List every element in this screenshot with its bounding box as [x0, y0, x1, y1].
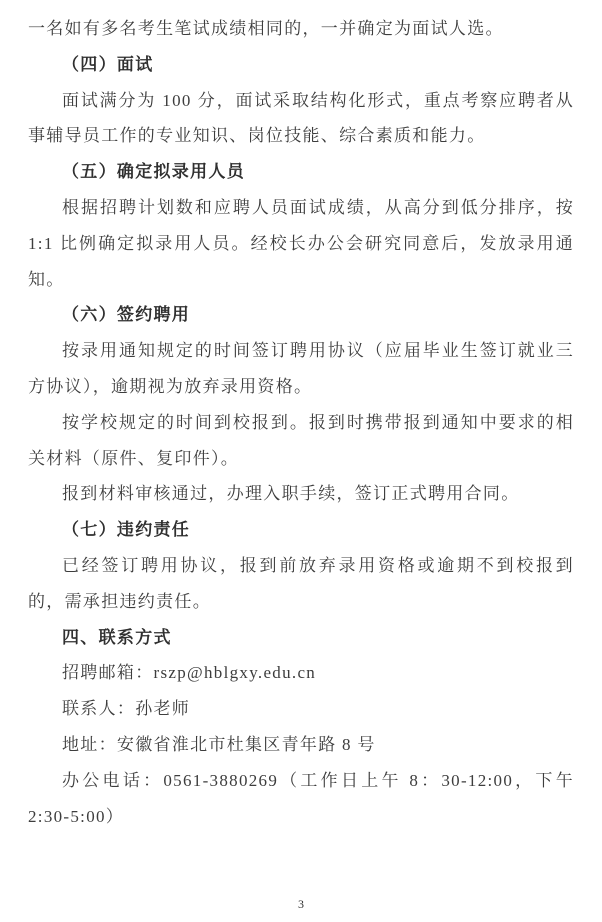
paragraph-contact-person: 联系人：孙老师: [62, 699, 191, 719]
paragraph-contact-phone: 办公电话：0561-3880269（工作日上午 8：30-12:00，下午 2:30-5:00）: [28, 770, 574, 826]
section-heading-contract: （六）签约聘用: [62, 305, 191, 325]
paragraph-contact-address: 地址：安徽省淮北市杜集区青年路 8 号: [62, 734, 376, 754]
section-heading-candidates: （五）确定拟录用人员: [62, 162, 245, 182]
section-heading-breach: （七）违约责任: [62, 520, 191, 540]
paragraph-contract-signing: 按录用通知规定的时间签订聘用协议（应届毕业生签订就业三方协议），逾期视为放弃录用资格。: [28, 341, 574, 396]
paragraph-continuation: 一名如有多名考生笔试成绩相同的，一并确定为面试人选。: [28, 19, 504, 38]
paragraph-breach-details: 已经签订聘用协议，报到前放弃录用资格或逾期不到校报到的，需承担违约责任。: [28, 555, 574, 611]
paragraph-registration: 按学校规定的时间到校报到。报到时携带报到通知中要求的相关材料（原件、复印件）。: [28, 412, 574, 468]
page-number: 3: [298, 897, 304, 911]
paragraph-interview-details: 面试满分为 100 分，面试采取结构化形式，重点考察应聘者从事辅导员工作的专业知识、岗位技能、综合素质和能力。: [28, 90, 574, 146]
paragraph-candidates-details: 根据招聘计划数和应聘人员面试成绩，从高分到低分排序，按 1:1 比例确定拟录用人员。经校长办公会研究同意后，发放录用通知。: [28, 197, 574, 289]
section-heading-interview: （四）面试: [62, 54, 154, 74]
paragraph-onboarding: 报到材料审核通过，办理入职手续，签订正式聘用合同。: [62, 484, 520, 504]
section-heading-contact: 四、联系方式: [62, 627, 172, 647]
paragraph-contact-email: 招聘邮箱：rszp@hblgxy.edu.cn: [62, 663, 317, 683]
